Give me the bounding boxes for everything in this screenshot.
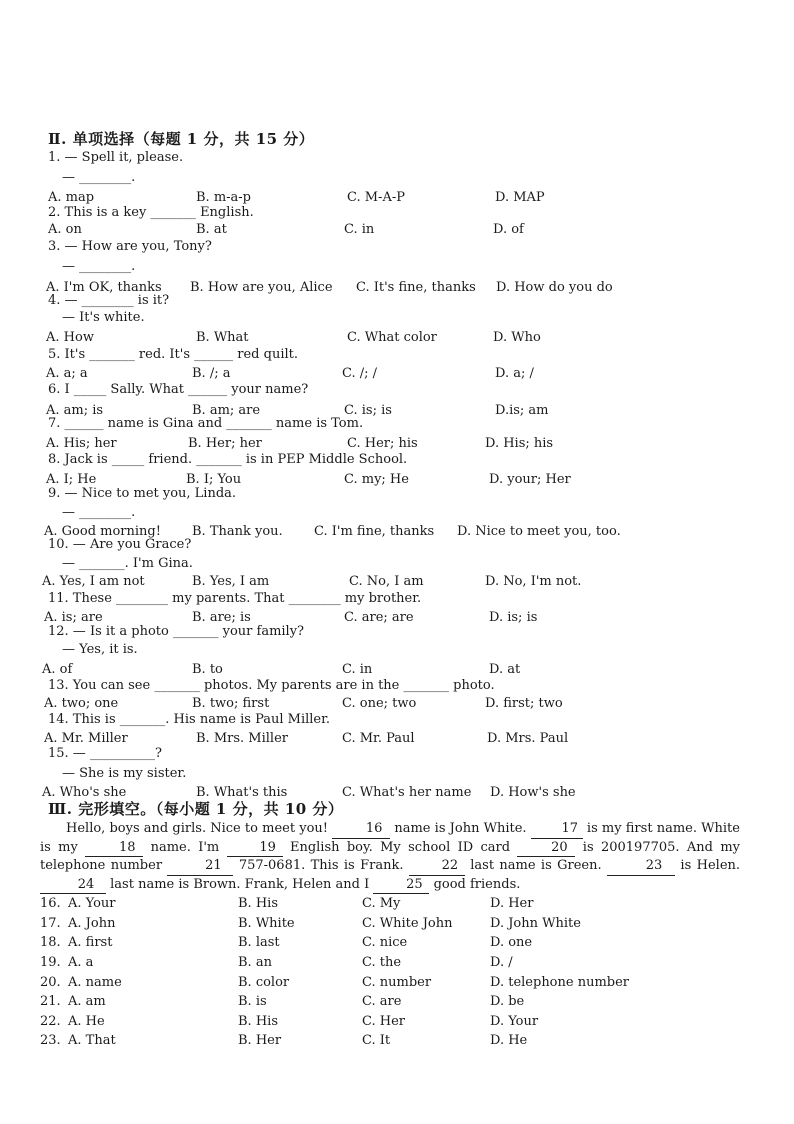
question-1-stem: 1. — Spell it, please.	[48, 150, 184, 165]
question-4-option-c: C. What color	[347, 330, 437, 345]
question-5-option-c: C. /; /	[342, 366, 378, 381]
question-11-option-c: C. are; are	[344, 610, 414, 625]
question-13-option-b: B. two; first	[192, 696, 270, 711]
cloze-blank-19: 19	[227, 839, 283, 858]
question-14-option-a: A. Mr. Miller	[44, 731, 128, 746]
question-12-option-a: A. of	[42, 662, 73, 677]
question-6-option-a: A. am; is	[46, 403, 104, 418]
cloze-blank-21: 21	[167, 857, 233, 876]
question-10-option-c: C. No, I am	[349, 574, 424, 589]
question-12-option-d: D. at	[489, 662, 521, 677]
question-1-option-b: B. m-a-p	[196, 190, 252, 205]
cloze-text: 757-0681. This is Frank.	[238, 858, 404, 873]
question-4-stem: — It's white.	[62, 310, 145, 325]
cloze-option-17-num: 17.	[40, 916, 61, 931]
cloze-option-23-a: A. That	[68, 1033, 116, 1048]
cloze-option-19-c: C. the	[362, 955, 402, 970]
question-9-option-a: A. Good morning!	[44, 524, 161, 539]
question-6-option-c: C. is; is	[344, 403, 392, 418]
cloze-option-19-a: A. a	[68, 955, 94, 970]
question-1-option-c: C. M-A-P	[347, 190, 405, 205]
cloze-option-17-a: A. John	[68, 916, 116, 931]
question-7-option-b: B. Her; her	[188, 436, 262, 451]
question-6-option-b: B. am; are	[192, 403, 261, 418]
question-3-option-d: D. How do you do	[496, 280, 613, 295]
cloze-option-22-d: D. Your	[490, 1014, 539, 1029]
question-14-stem: 14. This is _______. His name is Paul Miller.	[48, 712, 331, 727]
question-15-option-d: D. How's she	[490, 785, 576, 800]
cloze-option-18-c: C. nice	[362, 935, 408, 950]
cloze-text: last name is Green.	[470, 858, 602, 873]
cloze-option-16-a: A. Your	[68, 896, 116, 911]
question-14-option-c: C. Mr. Paul	[342, 731, 415, 746]
question-4-option-b: B. What	[196, 330, 249, 345]
question-11-option-b: B. are; is	[192, 610, 251, 625]
cloze-option-20-c: C. number	[362, 975, 432, 990]
cloze-blank-23: 23	[607, 857, 675, 876]
question-2-stem: 2. This is a key _______ English.	[48, 205, 254, 220]
cloze-blank-25: 25	[373, 876, 429, 895]
cloze-option-20-d: D. telephone number	[490, 975, 630, 990]
question-8-option-b: B. I; You	[186, 472, 242, 487]
cloze-option-22-num: 22.	[40, 1014, 61, 1029]
question-13-option-c: C. one; two	[342, 696, 417, 711]
cloze-option-16-num: 16.	[40, 896, 61, 911]
question-5-option-d: D. a; /	[495, 366, 534, 381]
cloze-text: is 200197705. And my telephone number	[40, 839, 740, 873]
question-1-stem: — ________.	[62, 170, 136, 185]
cloze-option-20-num: 20.	[40, 975, 61, 990]
cloze-text: last name is Brown. Frank, Helen and I	[110, 876, 370, 892]
cloze-text: good friends.	[433, 876, 521, 892]
cloze-option-17-b: B. White	[238, 916, 295, 931]
cloze-option-16-b: B. His	[238, 896, 278, 911]
question-9-option-b: B. Thank you.	[192, 524, 283, 539]
question-9-stem: — ________.	[62, 505, 136, 520]
cloze-option-17-d: D. John White	[490, 916, 581, 931]
cloze-option-18-b: B. last	[238, 935, 280, 950]
question-10-option-b: B. Yes, I am	[192, 574, 270, 589]
cloze-option-21-a: A. am	[68, 994, 106, 1009]
question-4-option-a: A. How	[46, 330, 94, 345]
question-5-stem: 5. It's _______ red. It's ______ red quilt.	[48, 347, 298, 362]
cloze-option-23-c: C. It	[362, 1033, 391, 1048]
question-10-option-d: D. No, I'm not.	[485, 574, 582, 589]
cloze-option-21-b: B. is	[238, 994, 267, 1009]
question-3-stem: 3. — How are you, Tony?	[48, 239, 212, 254]
cloze-option-19-d: D. /	[490, 955, 513, 970]
section-title-cloze: Ⅲ. 完形填空。（每小题 1 分，共 10 分）	[48, 800, 344, 818]
cloze-blank-16: 16	[332, 820, 390, 839]
question-2-option-c: C. in	[344, 222, 375, 237]
question-3-option-a: A. I'm OK, thanks	[46, 280, 162, 295]
cloze-option-16-d: D. Her	[490, 896, 534, 911]
question-12-stem: 12. — Is it a photo _______ your family?	[48, 624, 305, 639]
question-8-option-a: A. I; He	[46, 472, 97, 487]
cloze-option-23-b: B. Her	[238, 1033, 282, 1048]
question-12-option-c: C. in	[342, 662, 373, 677]
cloze-option-19-num: 19.	[40, 955, 61, 970]
question-4-option-d: D. Who	[493, 330, 541, 345]
cloze-text: is Helen.	[680, 858, 741, 873]
question-9-option-c: C. I'm fine, thanks	[314, 524, 435, 539]
question-9-option-d: D. Nice to meet you, too.	[457, 524, 621, 539]
cloze-option-23-num: 23.	[40, 1033, 61, 1048]
question-6-option-d: D.is; am	[495, 403, 549, 418]
cloze-option-21-c: C. are	[362, 994, 402, 1009]
question-10-stem: 10. — Are you Grace?	[48, 537, 192, 552]
cloze-blank-24: 24	[40, 876, 106, 895]
question-1-option-a: A. map	[48, 190, 95, 205]
question-15-option-a: A. Who's she	[42, 785, 127, 800]
cloze-option-18-a: A. first	[68, 935, 113, 950]
cloze-option-22-c: C. Her	[362, 1014, 405, 1029]
question-3-option-b: B. How are you, Alice	[190, 280, 333, 295]
cloze-option-20-b: B. color	[238, 975, 290, 990]
cloze-text: is my first name. White is my	[40, 821, 740, 855]
question-14-option-d: D. Mrs. Paul	[487, 731, 569, 746]
question-10-stem: — _______. I'm Gina.	[62, 556, 193, 571]
cloze-blank-18: 18	[85, 839, 143, 858]
question-2-option-b: B. at	[196, 222, 227, 237]
cloze-text: English boy. My school ID card	[289, 839, 511, 855]
question-15-stem: 15. — __________?	[48, 746, 162, 761]
question-9-stem: 9. — Nice to met you, Linda.	[48, 486, 237, 501]
cloze-text: name is John White.	[394, 821, 527, 836]
cloze-option-19-b: B. an	[238, 955, 272, 970]
question-1-option-d: D. MAP	[495, 190, 545, 205]
question-14-option-b: B. Mrs. Miller	[196, 731, 288, 746]
question-8-stem: 8. Jack is _____ friend. _______ is in PEP Middle School.	[48, 452, 408, 467]
question-15-option-c: C. What's her name	[342, 785, 472, 800]
question-3-stem: — ________.	[62, 259, 136, 274]
question-8-option-c: C. my; He	[344, 472, 409, 487]
question-5-option-a: A. a; a	[46, 366, 88, 381]
cloze-option-21-num: 21.	[40, 994, 61, 1009]
question-11-option-a: A. is; are	[44, 610, 103, 625]
cloze-blank-17: 17	[531, 820, 583, 839]
cloze-option-17-c: C. White John	[362, 916, 453, 931]
question-7-option-d: D. His; his	[485, 436, 554, 451]
question-8-option-d: D. your; Her	[489, 472, 571, 487]
cloze-blank-20: 20	[517, 839, 575, 858]
cloze-option-20-a: A. name	[68, 975, 122, 990]
cloze-passage	[40, 820, 740, 894]
question-3-option-c: C. It's fine, thanks	[356, 280, 476, 295]
cloze-option-21-d: D. be	[490, 994, 525, 1009]
question-4-stem: 4. — ________ is it?	[48, 293, 170, 308]
question-7-option-c: C. Her; his	[347, 436, 418, 451]
cloze-option-22-b: B. His	[238, 1014, 278, 1029]
question-2-option-d: D. of	[493, 222, 524, 237]
question-12-option-b: B. to	[192, 662, 223, 677]
question-12-stem: — Yes, it is.	[62, 642, 138, 657]
cloze-option-18-d: D. one	[490, 935, 533, 950]
cloze-text: name. I'm	[150, 839, 220, 855]
question-10-option-a: A. Yes, I am not	[42, 574, 145, 589]
question-5-option-b: B. /; a	[192, 366, 231, 381]
cloze-option-22-a: A. He	[68, 1014, 105, 1029]
question-11-stem: 11. These ________ my parents. That ________ my brother.	[48, 591, 422, 606]
question-11-option-d: D. is; is	[489, 610, 538, 625]
question-7-stem: 7. ______ name is Gina and _______ name is Tom.	[48, 416, 364, 431]
question-2-option-a: A. on	[48, 222, 82, 237]
question-13-stem: 13. You can see _______ photos. My parents are in the _______ photo.	[48, 678, 495, 693]
cloze-option-23-d: D. He	[490, 1033, 528, 1048]
question-15-stem: — She is my sister.	[62, 766, 187, 781]
cloze-text: Hello, boys and girls. Nice to meet you!	[66, 821, 329, 836]
section-title-single-choice: Ⅱ. 单项选择（每题 1 分，共 15 分）	[48, 130, 315, 148]
question-15-option-b: B. What's this	[196, 785, 288, 800]
question-7-option-a: A. His; her	[46, 436, 117, 451]
cloze-option-18-num: 18.	[40, 935, 61, 950]
cloze-blank-22: 22	[409, 857, 465, 876]
question-13-option-d: D. first; two	[485, 696, 563, 711]
question-13-option-a: A. two; one	[44, 696, 119, 711]
question-6-stem: 6. I _____ Sally. What ______ your name?	[48, 382, 309, 397]
cloze-option-16-c: C. My	[362, 896, 401, 911]
